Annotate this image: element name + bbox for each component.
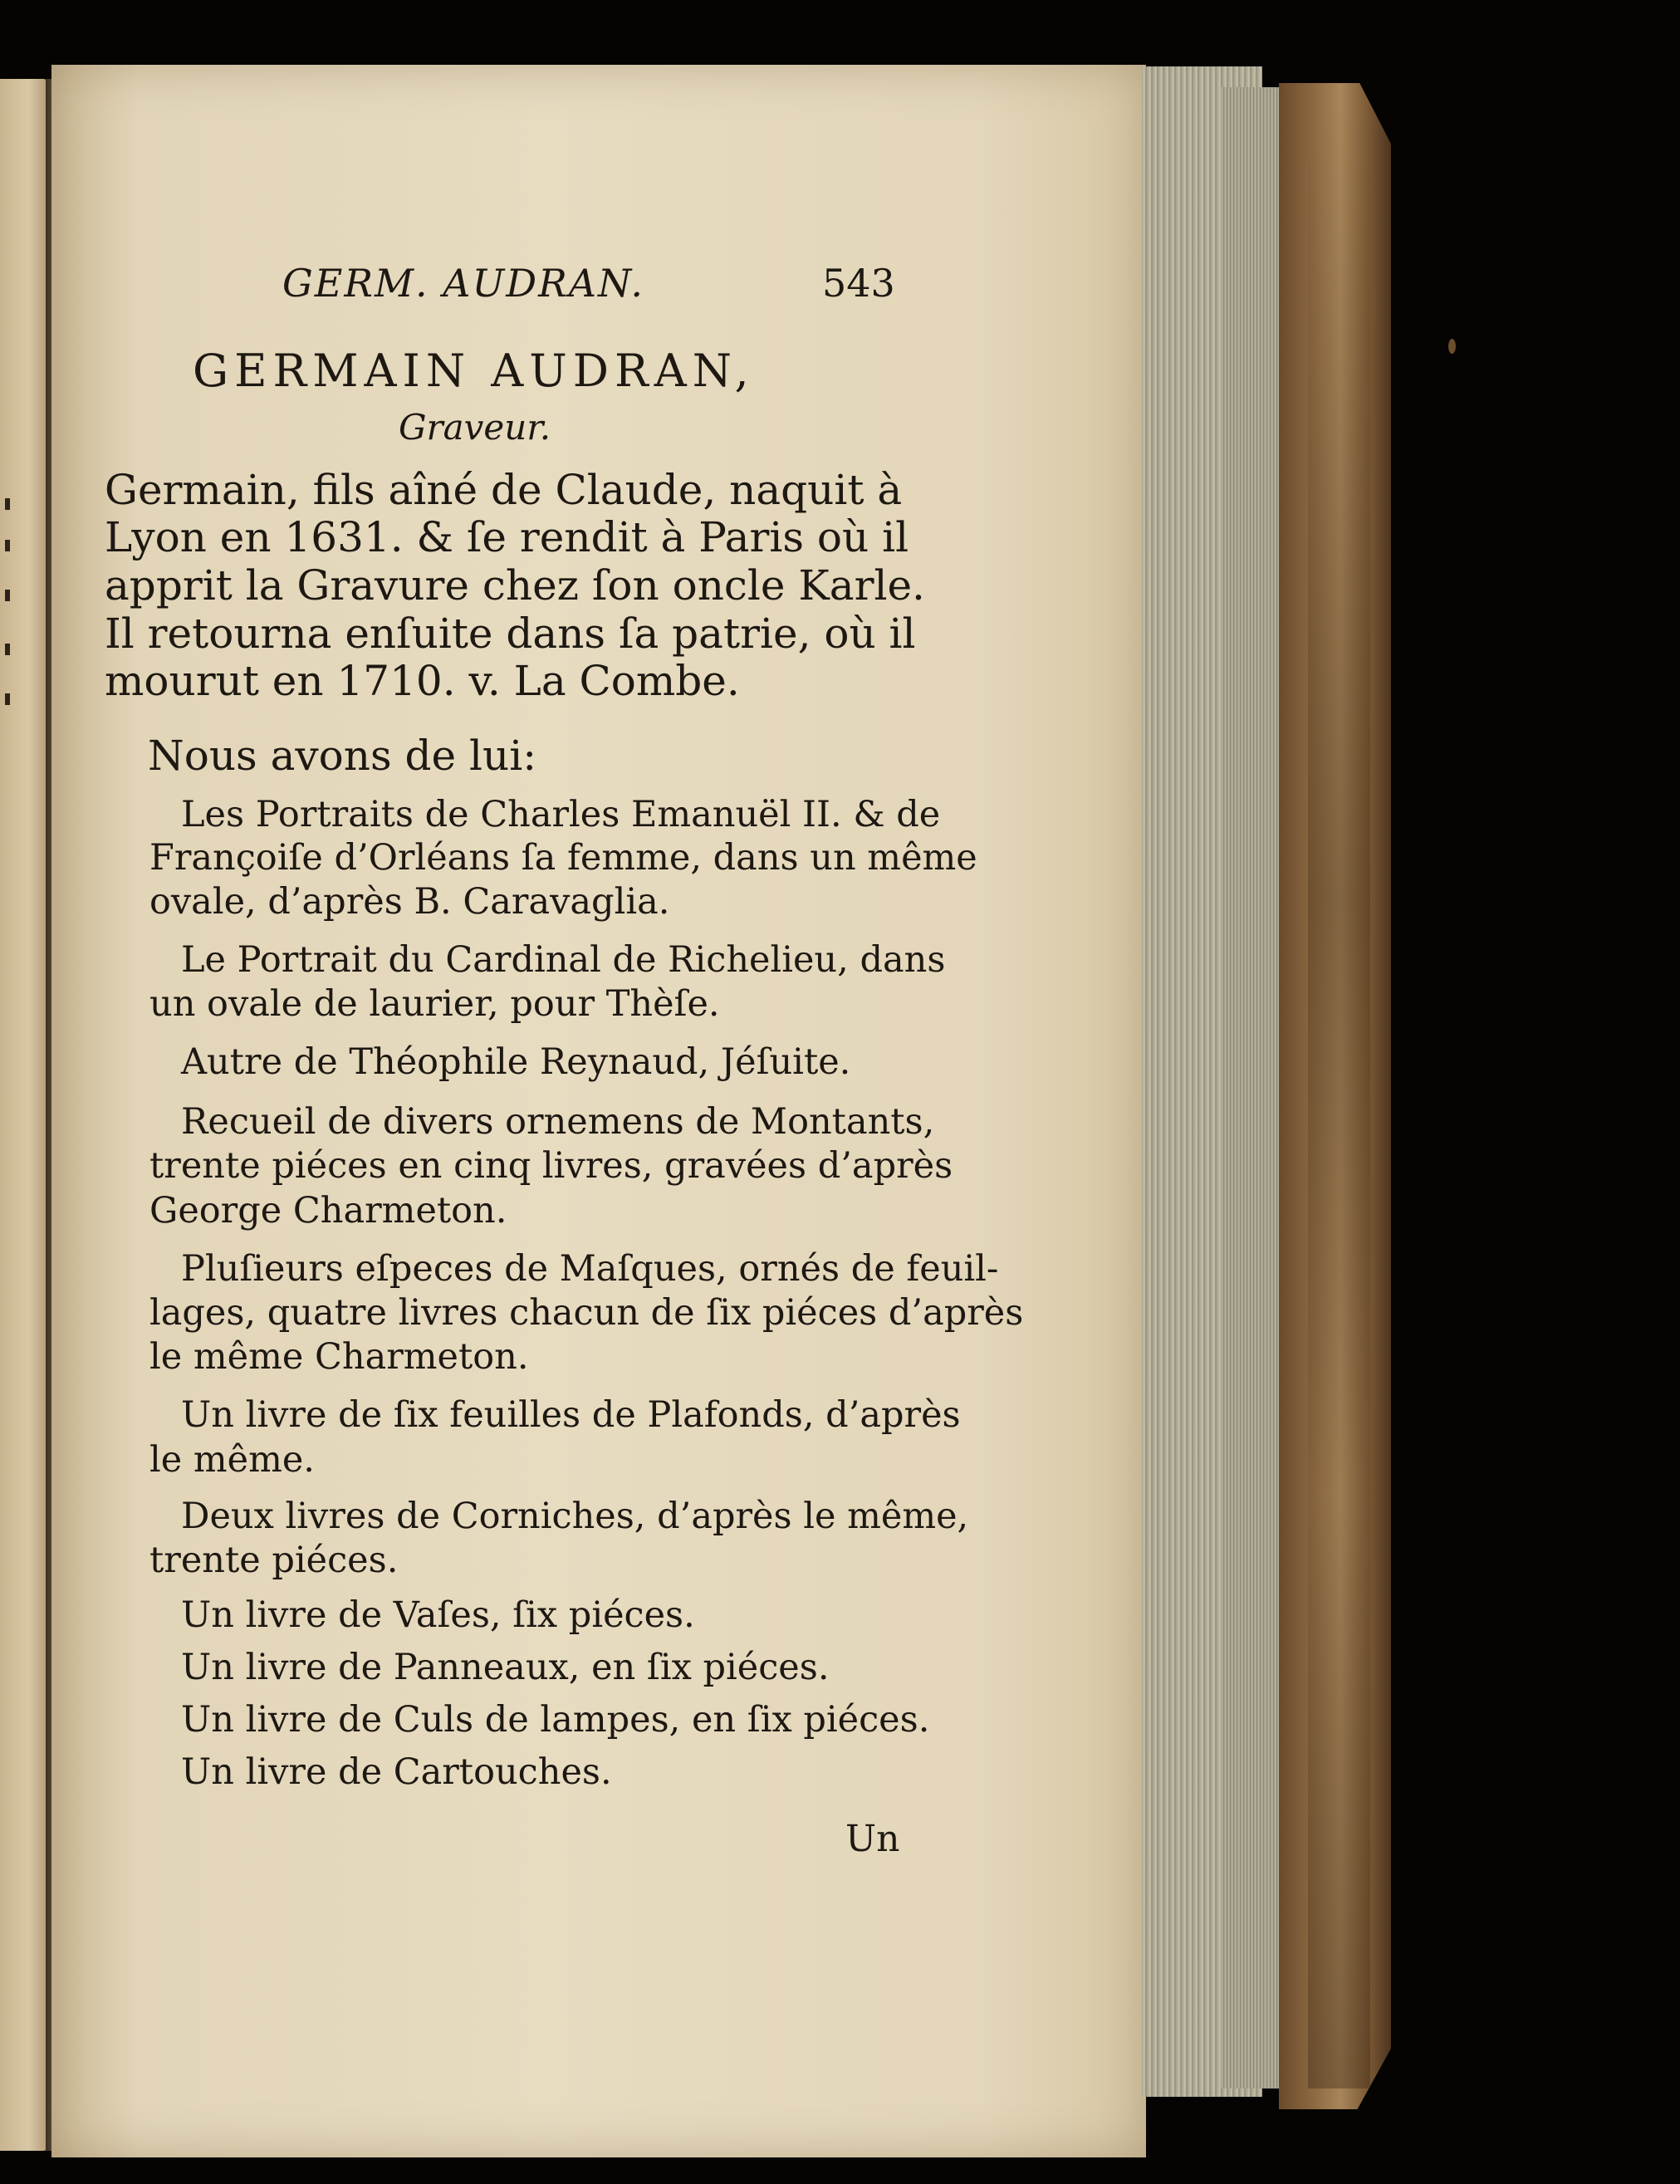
work-entry-line: George Charmeton. xyxy=(149,1190,507,1232)
entry-title: GERMAIN AUDRAN, xyxy=(193,345,755,397)
work-entry-line: Un livre de Cartouches. xyxy=(181,1751,612,1793)
work-entry-line: Un livre de ſix feuilles de Plafonds, d’après xyxy=(181,1394,961,1436)
work-entry-line: ovale, d’après B. Caravaglia. xyxy=(149,881,670,923)
work-entry-line: Autre de Théophile Reynaud, Jéſuite. xyxy=(181,1041,851,1083)
work-entry-line: Un livre de Panneaux, en ſix piéces. xyxy=(181,1647,830,1688)
work-entry-line: Françoiſe d’Orléans ſa femme, dans un même xyxy=(149,837,977,879)
dust-speck xyxy=(1448,339,1456,354)
biography-line: Il retourna enſuite dans ſa patrie, où il xyxy=(105,610,916,658)
work-entry-line: trente piéces. xyxy=(149,1540,399,1581)
work-entry-line: un ovale de laurier, pour Thèſe. xyxy=(149,983,720,1025)
work-entry-line: trente piéces en cinq livres, gravées d’après xyxy=(149,1145,953,1187)
page-number: 543 xyxy=(822,261,895,306)
work-entry-line: le même. xyxy=(149,1439,315,1481)
cover-board-shade xyxy=(1308,104,1370,2089)
biography-line: Germain, fils aîné de Claude, naquit à xyxy=(105,466,903,514)
catchword: Un xyxy=(845,1818,900,1860)
work-entry-line: Le Portrait du Cardinal de Richelieu, dans xyxy=(181,939,946,981)
work-entry-line: Les Portraits de Charles Emanuël II. & de xyxy=(181,794,941,835)
work-entry-line: Un livre de Vaſes, ſix piéces. xyxy=(181,1594,695,1636)
page-block-edges-inner xyxy=(1221,87,1281,2089)
work-entry-line: Recueil de divers ornemens de Montants, xyxy=(181,1101,935,1143)
previous-page-edge xyxy=(0,79,48,2151)
work-entry-line: Un livre de Culs de lampes, en ſix piéces. xyxy=(181,1699,930,1741)
running-header-title: GERM. AUDRAN. xyxy=(282,261,644,306)
work-entry-line: lages, quatre livres chacun de ſix piéces d’après xyxy=(149,1292,1024,1334)
work-entry-line: Deux livres de Corniches, d’après le même, xyxy=(181,1496,969,1537)
work-entry-line: Pluſieurs eſpeces de Maſques, ornés de feuil- xyxy=(181,1248,999,1290)
biography-line: mourut en 1710. v. La Combe. xyxy=(105,657,740,705)
biography-line: apprit la Gravure chez ſon oncle Karle. xyxy=(105,561,925,610)
work-entry-line: le même Charmeton. xyxy=(149,1336,529,1378)
biography-line: Lyon en 1631. & ſe rendit à Paris où il xyxy=(105,513,909,561)
works-intro: Nous avons de lui: xyxy=(148,732,537,780)
entry-subtitle: Graveur. xyxy=(399,407,551,448)
